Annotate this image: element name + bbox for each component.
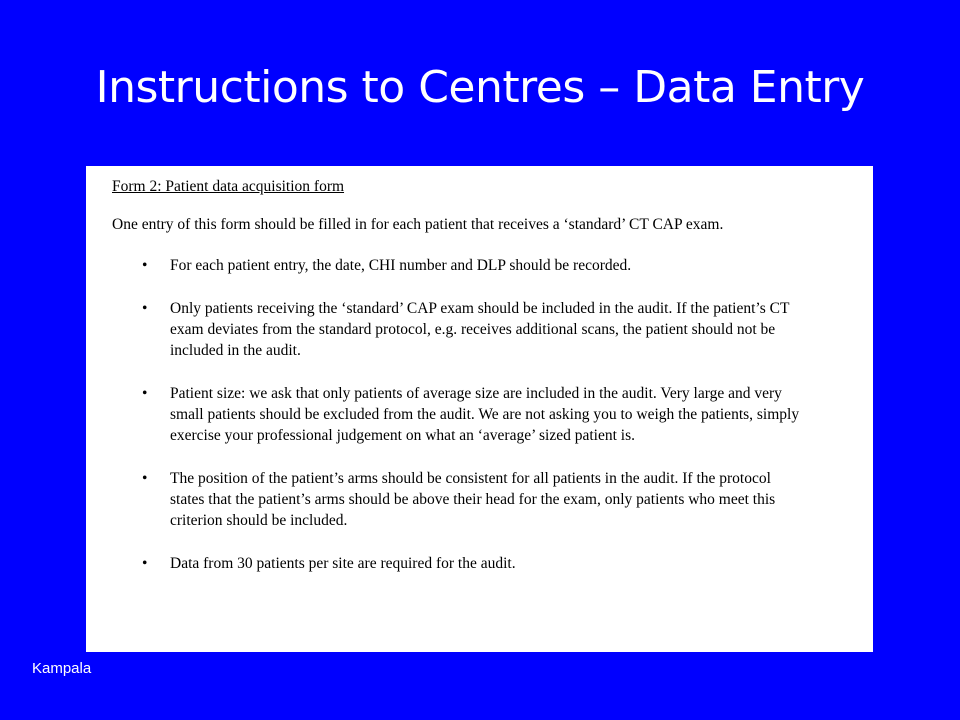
bullet-icon: • [142,300,148,317]
list-item-text: Only patients receiving the ‘standard’ CAP exam should be included in the audit. If the patient’s CT exam deviates from the standard protocol, e.g. receives additional scans, the patient should not be included in the audit. [170,300,790,359]
list-item [112,383,800,446]
list-item [112,298,800,361]
intro-paragraph: One entry of this form should be filled in for each patient that receives a ‘standard’ CT CAP exam. [112,216,724,233]
list-item-text: Patient size: we ask that only patients of average size are included in the audit. Very large and very small patients should be excluded from the audit. We are not asking you to weigh the patients, simply exercise your professional judgement on what an ‘average’ sized patient is. [170,385,800,444]
bullet-icon: • [142,470,148,487]
instruction-list [112,255,873,574]
footer-location-label: Kampala [32,660,92,677]
document-image [86,166,873,652]
list-item [112,468,800,531]
form-heading: Form 2: Patient data acquisition form [112,178,345,195]
bullet-icon: • [142,385,148,402]
bullet-icon: • [142,555,148,572]
bullet-icon: • [142,257,148,274]
list-item-text: For each patient entry, the date, CHI number and DLP should be recorded. [170,257,632,274]
list-item-text: Data from 30 patients per site are required for the audit. [170,555,516,572]
list-item [112,255,800,276]
list-item-text: The position of the patient’s arms should be consistent for all patients in the audit. If the protocol states that the patient’s arms should be above their head for the exam, only patients who meet this criterion should be included. [170,470,776,529]
slide-title: Instructions to Centres – Data Entry [95,62,865,113]
list-item [112,553,800,574]
